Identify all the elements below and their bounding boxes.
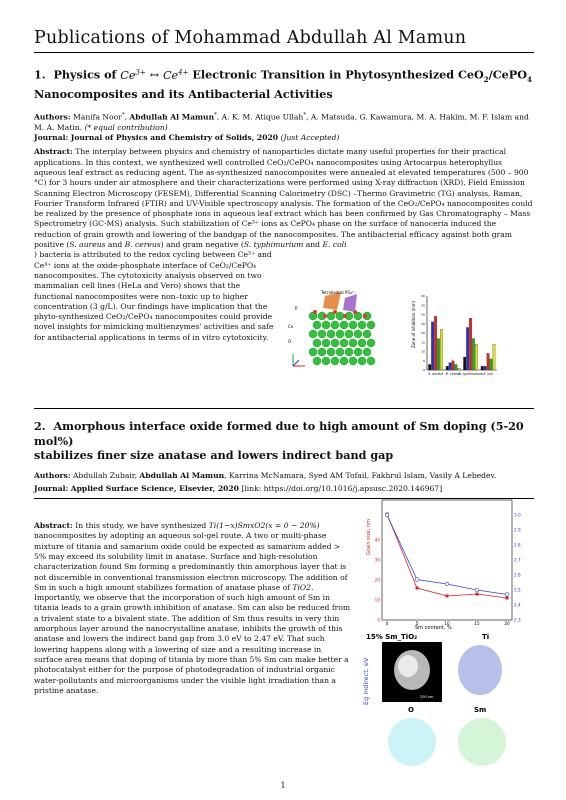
bar-tick-label: 40 (421, 294, 425, 299)
lattice-atom (363, 330, 371, 338)
data-point (445, 582, 449, 586)
p-label: P (295, 306, 298, 311)
lattice-atom (354, 348, 362, 356)
pub1-figure-svg (285, 288, 500, 378)
map-ti-label: Ti (482, 633, 490, 641)
data-point (416, 587, 419, 590)
left-tick-label: 30 (374, 557, 380, 563)
lattice-atom (349, 321, 357, 329)
x-tick-label: 20 (504, 621, 510, 626)
left-tick-label: 0 (377, 617, 380, 623)
pub1-authors: Authors: Manifa Noor*, Abdullah Al Mamun*, A. K. M. Atique Ullah*, A. Matsuda, G. Kawamura, M. A. Hakim, M. F. Islam and M. A. Matin. (* equal contribution) (34, 111, 529, 132)
pub2-authors: Authors: Abdullah Zubair, Abdullah Al Mamun, Karrina McNamara, Syed AM Tofail, Fakhrul Islam, Vasily A Lebedev. (34, 470, 497, 480)
bar (472, 339, 474, 370)
line-plot-frame (382, 500, 512, 620)
lattice-atom (322, 357, 330, 365)
lattice-atom (363, 348, 371, 356)
doi-link[interactable]: [link: https://doi.org/10.1016/j.apsusc.2020.146967] (241, 483, 443, 493)
data-point (415, 578, 419, 582)
lattice-atom (340, 339, 348, 347)
pub1-number: 1. (34, 67, 46, 82)
bar (466, 327, 468, 370)
bar-tick-label: 25 (421, 321, 425, 326)
bar-tick-label: 35 (421, 303, 425, 308)
bar (481, 366, 483, 370)
right-tick-label: 2.3 (514, 617, 521, 623)
left-tick-label: 10 (374, 597, 380, 603)
oxygen-atom (313, 310, 317, 314)
pub2-journal: Journal: Applied Surface Science, Elsevier, 2020 [link: https://doi.org/10.1016/j.apsusc.2020.146967] (34, 483, 443, 493)
pub1-journal: Journal: Journal of Physics and Chemistry of Solids, 2020 (Just Accepted) (34, 133, 340, 143)
right-tick-label: 2.6 (514, 572, 521, 578)
pub2-title: 2. Amorphous interface oxide formed due to high amount of Sm doping (5-20 mol%) stabilizes finer size anatase and lowers indirect band gap (34, 419, 524, 462)
bar (434, 316, 436, 370)
axis-arrow-y (293, 360, 299, 366)
lattice-atom (358, 339, 366, 347)
bar-chart (411, 294, 497, 376)
oxygen-atom (323, 314, 327, 318)
grain-size-axis-label: Grain size, nm (366, 518, 372, 555)
x-tick-label: 15 (474, 621, 480, 626)
bar (431, 322, 433, 370)
lattice-atom (313, 357, 321, 365)
bar (455, 364, 457, 370)
bar (475, 344, 477, 370)
lattice-atom (318, 330, 326, 338)
bar (490, 359, 492, 370)
bar-category-label: S. aureus (428, 372, 444, 376)
map-sm-label: Sm (474, 706, 487, 714)
x-tick-label: 10 (444, 621, 450, 626)
eg-side-label: Eg indirect, eV (362, 657, 370, 705)
bar-tick-label: 0 (423, 368, 425, 373)
bar-category-label: E. coli (483, 372, 494, 376)
lattice-illustration (288, 290, 375, 366)
page-number: 1 (280, 781, 286, 790)
left-tick-label: 20 (374, 577, 380, 583)
bar-tick-label: 30 (421, 312, 425, 317)
data-point (385, 513, 389, 517)
elemental-maps (362, 633, 506, 766)
lattice-atom (336, 330, 344, 338)
bar (428, 364, 430, 370)
right-tick-label: 2.7 (514, 557, 521, 563)
ion-ce4: $Ce^{4+}$ (162, 68, 189, 82)
lattice-atom (331, 357, 339, 365)
oxygen-atom (333, 310, 337, 314)
data-point (476, 593, 479, 596)
sm-map-blob (458, 718, 506, 766)
lattice-atom (331, 339, 339, 347)
oxygen-atom (363, 314, 367, 318)
lattice-atom (322, 321, 330, 329)
lattice-atom (367, 339, 375, 347)
lattice-atom (318, 348, 326, 356)
scale-bar-label: 200 nm (420, 695, 434, 699)
pub1-figure (285, 288, 500, 378)
data-point (446, 595, 449, 598)
ti-map-blob (458, 645, 502, 695)
lattice-atom (367, 357, 375, 365)
map-o-label: O (408, 706, 414, 714)
pub1-title: 1. Physics of $Ce^{3+}$ ↔ $Ce^{4+}$ Electronic Transition in Phytosynthesized CeO$_2$/CePO$_4$ Nanocomposites and its Antibacterial Activities (34, 67, 532, 102)
bar-tick-label: 5 (423, 358, 425, 363)
map-title: 15% Sm_TiO₂ (366, 633, 418, 641)
o-map-blob (388, 718, 436, 766)
right-tick-label: 2.5 (514, 587, 521, 593)
bar-category-label: B. cereus (445, 372, 461, 376)
ion-ce3: $Ce^{3+}$ (120, 68, 146, 82)
tetrahedral-label: Tetrahedral PO₄³⁻ (321, 290, 356, 295)
lattice-atom (354, 330, 362, 338)
right-tick-label: 3.0 (514, 512, 521, 518)
lattice-atom (313, 321, 321, 329)
lattice-atom (340, 357, 348, 365)
lattice-atom (309, 348, 317, 356)
lattice-atom (340, 321, 348, 329)
title-rule (34, 52, 534, 53)
particle-highlight (398, 655, 418, 677)
bar (463, 357, 465, 370)
lattice-atom (327, 348, 335, 356)
lattice-atom (327, 330, 335, 338)
arrow-glyph: ↔ (149, 68, 160, 82)
x-tick-label: 5 (415, 621, 419, 626)
bar (487, 353, 489, 370)
lattice-atom (309, 330, 317, 338)
bar (493, 344, 495, 370)
bar (449, 363, 451, 370)
bar-ylabel: Zone of inhibition (mm) (411, 300, 416, 348)
bar (440, 329, 442, 370)
bar (437, 339, 439, 370)
bar-tick-label: 20 (421, 331, 425, 336)
sm-content-label: Sm content, % (415, 625, 452, 631)
pub2-abstract: Abstract: In this study, we have synthesized Ti(1−x)SmxO2(x = 0 − 20%) nanocomposites by adopting an aqueous sol-gel route. A two or multi-phase mixture of titania and samarium oxide could be expected as samarium added > 5% may exceed its solubility limit in anatase. Surface and high-resolution characterization found Sm forming a predominantly thin amorphous layer that is not discernible in conventional transmission electron microscopy. The addition of Sm in such a high amount stabilizes formation of anatase phase of TiO2. Importantly, we observe that the incorporation of such high amount of Sm in titania leads to a grain growth inhibition of anatase. Sm can also be reduced from a trivalent state to a bivalent state. The addition of Sm thus results in very thin amorphous layer around the nanocrystalline anatase, inhibits the growth of this anatase and lowers the indirect band gap from 3.0 eV to 2.47 eV. That such lowering happens along with a lowering of size and a resulting increase in surface area means that doping of titania by more than 5% Sm can make better a photocatalyst either for the purpose of photodegradation of industrial organic water-pollutants and microorganisms under the visible light irradiation than a pristine anatase. (34, 521, 351, 695)
left-tick-label: 40 (374, 537, 380, 543)
page-title: Publications of Mohammad Abdullah Al Mamun (34, 28, 467, 48)
bar-tick-label: 15 (421, 340, 425, 345)
lattice-atom (358, 321, 366, 329)
section-rule (34, 408, 534, 409)
lattice-atom (336, 312, 344, 320)
bar (469, 318, 471, 370)
bar-category-label: S. typhimurium (458, 372, 484, 376)
lattice-atom (331, 321, 339, 329)
bar (446, 366, 448, 370)
bar (458, 368, 460, 370)
right-tick-label: 2.8 (514, 542, 521, 548)
right-tick-label: 2.4 (514, 602, 521, 608)
pub1-title-part2: Electronic Transition in Phytosynthesized CeO (192, 67, 484, 82)
lattice-atom (313, 339, 321, 347)
lattice-atom (349, 357, 357, 365)
bar (484, 366, 486, 370)
line-chart (366, 500, 521, 631)
bar-tick-label: 10 (421, 349, 425, 354)
lattice-atom (322, 339, 330, 347)
lattice-atom (345, 348, 353, 356)
oxygen-atom (343, 314, 347, 318)
pub1-abstract: Abstract: The interplay between physics and chemistry of nanoparticles dictate many useful properties for their practical applications. In this context, we synthesized well controlled CeO₂/CePO₄ nanocomposites using Artocarpus heterophyllus aqueous leaf extract as reducing agent. The as-synthesized nanocomposites were annealed at elevated temperatures (500 – 900 °C) for 3 hours under air atmosphere and their characterizations were performed using X-ray diffraction (XRD), Field Emission Scanning Electron Microscopy (FESEM), Differential Scanning Calorimetry (DSC) –Thermo Gravimetric (TG) analysis, Raman, Fourier Transform Infrared (FTIR) and UV-Visible spectroscopy analysis. The formation of the CeO₂/CePO₄ nanocomposites could be realized by the presence of phosphate ions in aqueous leaf extract which has been confirmed by Gas Chromatography – Mass Spectrometry (GC-MS) analysis. Such stabilization of Ce³⁺ ions as CePO₄ phase on the surface of nanoceria induced the reduction of grain growth and lowering of the bandgap of the nanocomposites. The antibacterial efficacy against both gram positive (S. aureus and B. cereus) and gram negative (S. typhimurium and E. coli ) bacteria is attributed to the redox cycling between Ce³⁺ and Ce⁴⁺ ions at the oxide-phosphate interface of CeO₂/CePO₄ nanocomposites. The cytotoxicity analysis observed on two mammalian cell lines (HeLa and Vero) shows that the functional nanocomposites were non–toxic up to higher concentration (3 g/L). Our findings have implication that the phyto-synthesized CeO₂/CePO₄ nanocomposites could provide novel insights for mimicking multienzymes' activities and safe for antibacterial applications in terms of in vitro cytotoxicity. (34, 147, 533, 342)
bar (452, 361, 454, 370)
pub2-figure-svg (360, 490, 530, 775)
lattice-atom (367, 321, 375, 329)
pub1-title-line2: Nanocomposites and its Antibacterial Activities (34, 87, 333, 102)
data-point (506, 597, 509, 600)
data-point (475, 588, 479, 592)
lattice-atom (358, 357, 366, 365)
formula: Ti(1−x)SmxO2(x = 0 − 20%) (208, 521, 320, 531)
pub1-abstract-tail: ) bacteria is attributed to the redox cycling between Ce³⁺ and Ce⁴⁺ ions at the oxide-phosphate interface of CeO₂/CePO₄ nanocomposites. The cytotoxicity analysis observed on two mammalian cell lines (HeLa and Vero) shows that the functional nanocomposites were non–toxic up to higher concentration (3 g/L). Our findings have implication that the phyto-synthesized CeO₂/CePO₄ nanocomposites could provide novel insights for mimicking multienzymes' activities and safe for antibacterial applications in terms of in vitro cytotoxicity. (34, 250, 274, 342)
ce-label: Ce (288, 324, 294, 329)
right-tick-label: 2.9 (514, 527, 521, 533)
o-label: O (288, 339, 292, 344)
pub2-figure (360, 490, 530, 775)
tetrahedron-shape (343, 294, 357, 312)
lattice-atom (336, 348, 344, 356)
lattice-atom (345, 330, 353, 338)
pub1-title-part1: Physics of (53, 67, 117, 82)
data-point (505, 593, 509, 597)
x-tick-label: 0 (385, 621, 389, 626)
lattice-atom (349, 339, 357, 347)
